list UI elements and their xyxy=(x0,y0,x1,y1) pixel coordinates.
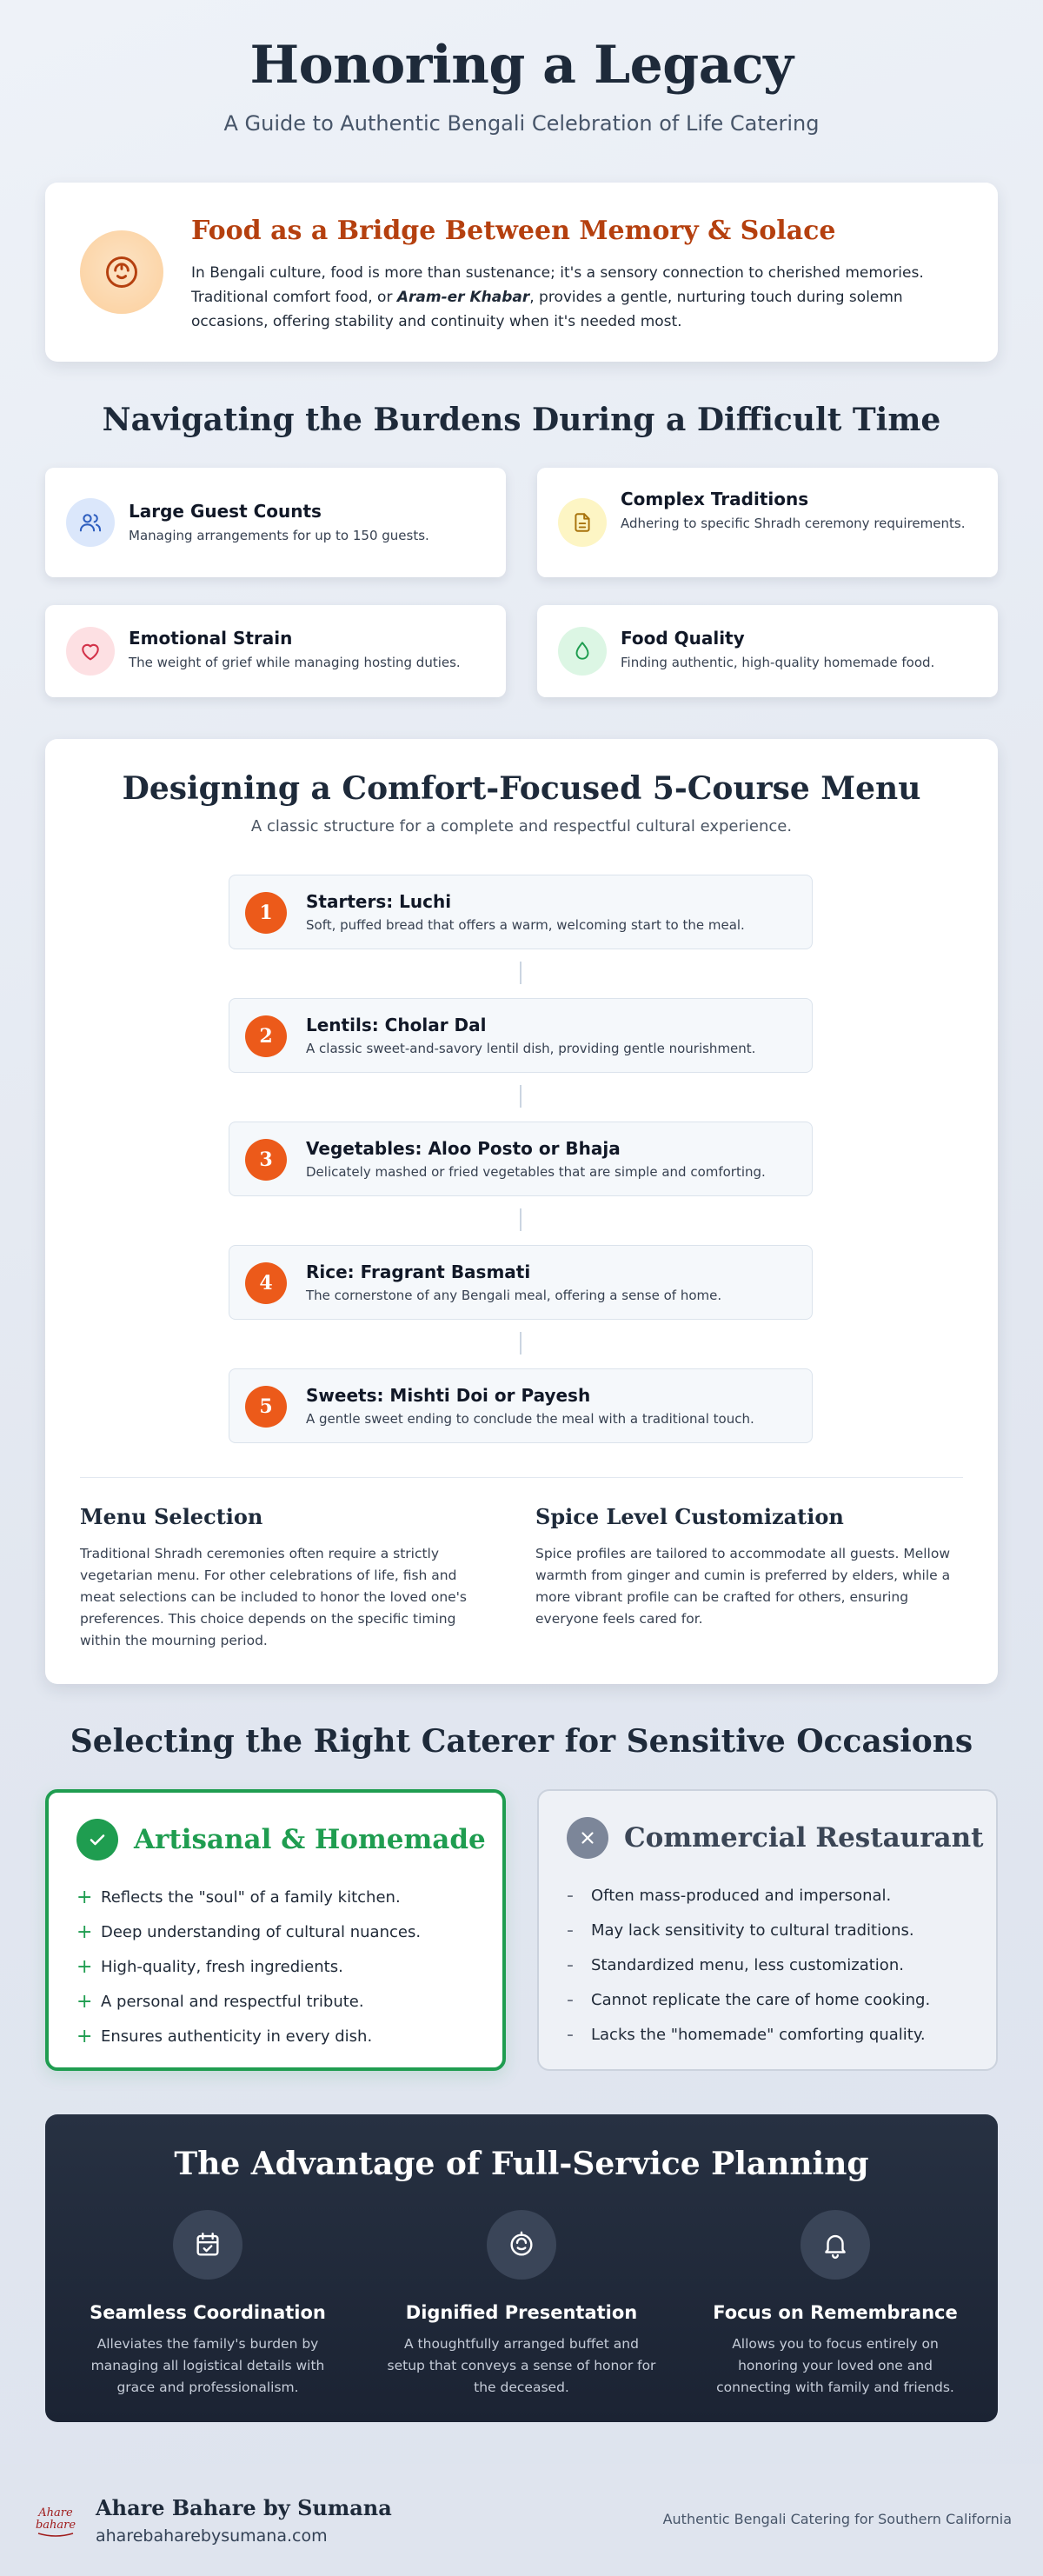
droplet-icon xyxy=(558,627,607,676)
burden-title: Food Quality xyxy=(621,628,745,649)
menu-selection-text: Traditional Shradh ceremonies often require a strictly vegetarian menu. For other celebrations of life, fish and meat selections can be included to honor the loved one's preferences. This choice depends on the specific timing within the mourning period. xyxy=(80,1546,468,1648)
list-item: - Standardized menu, less customization. xyxy=(567,1954,904,1976)
burden-text: Managing arrangements for up to 150 guests. xyxy=(129,528,429,543)
menu-subtitle: A classic structure for a complete and respectful cultural experience. xyxy=(250,817,793,835)
calendar-icon xyxy=(173,2210,242,2280)
caterer-title: Selecting the Right Caterer for Sensitive Occasions xyxy=(70,1723,973,1760)
course-connector xyxy=(520,1085,522,1108)
course-number: 5 xyxy=(245,1386,287,1428)
artisanal-list xyxy=(76,1880,421,2053)
menu-card xyxy=(45,739,998,1684)
feature-text: Allows you to focus entirely on honoring your loved one and connecting with family and friends. xyxy=(716,2336,954,2395)
course-text: A gentle sweet ending to conclude the meal with a traditional touch. xyxy=(306,1411,754,1427)
serving-icon xyxy=(487,2210,556,2280)
list-item: + Reflects the "soul" of a family kitchen. xyxy=(76,1886,401,1908)
burden-text: Adhering to specific Shradh ceremony requirements. xyxy=(621,516,966,531)
course-item xyxy=(229,1122,813,1196)
page-title: Honoring a Legacy xyxy=(249,35,794,96)
check-icon xyxy=(76,1819,118,1860)
plus-icon: + xyxy=(76,1990,93,2013)
commercial-list xyxy=(567,1878,930,2052)
brand-logo xyxy=(31,2499,80,2540)
list-item: + A personal and respectful tribute. xyxy=(76,1990,364,2013)
intro-card xyxy=(45,183,998,362)
course-number: 4 xyxy=(245,1262,287,1304)
list-item: - Lacks the "homemade" comforting quality. xyxy=(567,2023,926,2046)
feature-title: Focus on Remembrance xyxy=(713,2302,958,2323)
website-link[interactable]: aharebaharebysumana.com xyxy=(96,2526,328,2546)
feature-presentation xyxy=(378,2210,665,2399)
advantage-card xyxy=(45,2114,998,2422)
burden-text: Finding authentic, high-quality homemade food. xyxy=(621,655,935,670)
close-icon xyxy=(567,1817,608,1859)
course-number: 3 xyxy=(245,1139,287,1181)
burden-text: The weight of grief while managing hosting duties. xyxy=(129,655,461,670)
menu-divider xyxy=(80,1477,963,1478)
minus-icon: - xyxy=(567,2023,574,2046)
commercial-title: Commercial Restaurant xyxy=(624,1822,984,1854)
course-title: Rice: Fragrant Basmati xyxy=(306,1261,531,1282)
feature-title: Dignified Presentation xyxy=(405,2302,638,2323)
course-item xyxy=(229,1368,813,1443)
course-number: 1 xyxy=(245,892,287,934)
heart-icon xyxy=(66,627,115,676)
document-icon xyxy=(558,498,607,547)
minus-icon: - xyxy=(567,1919,574,1941)
minus-icon: - xyxy=(567,1884,574,1907)
page-subtitle: A Guide to Authentic Bengali Celebration of Life Catering xyxy=(223,111,820,136)
course-number: 2 xyxy=(245,1015,287,1057)
burden-card-traditions xyxy=(537,468,998,577)
course-title: Sweets: Mishti Doi or Payesh xyxy=(306,1385,591,1406)
course-connector xyxy=(520,962,522,984)
intro-text: In Bengali culture, food is more than sustenance; it's a sensory connection to cherished memories. Traditional comfort food, or Aram-er Khabar, provides a gentle, nurturing touch during solemn occasions, offering stability and continuity when it's needed most. xyxy=(191,264,924,330)
course-text: Soft, puffed bread that offers a warm, welcoming start to the meal. xyxy=(306,917,745,933)
menu-selection-title: Menu Selection xyxy=(80,1504,263,1529)
burden-title: Emotional Strain xyxy=(129,628,293,649)
svg-text:bahare: bahare xyxy=(35,2519,76,2532)
burdens-title: Navigating the Burdens During a Difficult Time xyxy=(102,402,941,438)
course-text: The cornerstone of any Bengali meal, offering a sense of home. xyxy=(306,1288,722,1303)
aram-er-khabar-term: Aram-er Khabar xyxy=(396,289,530,306)
course-text: A classic sweet-and-savory lentil dish, providing gentle nourishment. xyxy=(306,1041,756,1056)
course-item xyxy=(229,998,813,1073)
list-item: - Often mass-produced and impersonal. xyxy=(567,1884,892,1907)
list-item: - May lack sensitivity to cultural traditions. xyxy=(567,1919,914,1941)
food-bowl-icon xyxy=(80,230,163,314)
list-item: + Deep understanding of cultural nuances. xyxy=(76,1920,422,1943)
plus-icon: + xyxy=(76,1955,93,1978)
plus-icon: + xyxy=(76,1920,93,1943)
footer xyxy=(0,2464,1043,2576)
course-text: Delicately mashed or fried vegetables that are simple and comforting. xyxy=(306,1164,766,1180)
list-item: + Ensures authenticity in every dish. xyxy=(76,2025,373,2047)
burden-card-quality xyxy=(537,605,998,697)
plus-icon: + xyxy=(76,2025,93,2047)
artisanal-title: Artisanal & Homemade xyxy=(134,1824,486,1855)
list-item: + High-quality, fresh ingredients. xyxy=(76,1955,343,1978)
intro-title: Food as a Bridge Between Memory & Solace xyxy=(191,216,836,246)
feature-title: Seamless Coordination xyxy=(90,2302,326,2323)
commercial-card xyxy=(537,1789,998,2071)
minus-icon: - xyxy=(567,1988,574,2011)
feature-text: A thoughtfully arranged buffet and setup that conveys a sense of honor for the deceased. xyxy=(387,2336,656,2395)
spice-level-title: Spice Level Customization xyxy=(535,1504,844,1529)
course-title: Starters: Luchi xyxy=(306,891,452,912)
bell-icon xyxy=(801,2210,870,2280)
svg-text:Ahare: Ahare xyxy=(38,2506,73,2519)
advantage-title: The Advantage of Full-Service Planning xyxy=(174,2146,869,2182)
course-item xyxy=(229,875,813,949)
course-title: Vegetables: Aloo Posto or Bhaja xyxy=(306,1138,621,1159)
artisanal-card xyxy=(45,1789,506,2071)
list-item: - Cannot replicate the care of home cooking. xyxy=(567,1988,931,2011)
course-connector xyxy=(520,1208,522,1231)
footer-tagline: Authentic Bengali Catering for Southern California xyxy=(662,2511,1012,2527)
burden-card-emotional xyxy=(45,605,506,697)
feature-remembrance xyxy=(692,2210,979,2399)
burden-title: Large Guest Counts xyxy=(129,501,322,522)
course-title: Lentils: Cholar Dal xyxy=(306,1015,487,1035)
burden-title: Complex Traditions xyxy=(621,489,809,509)
feature-coordination xyxy=(64,2210,351,2399)
users-icon xyxy=(66,498,115,547)
course-item xyxy=(229,1245,813,1320)
minus-icon: - xyxy=(567,1954,574,1976)
menu-title: Designing a Comfort-Focused 5-Course Menu xyxy=(122,770,921,807)
course-connector xyxy=(520,1332,522,1355)
burden-card-guests xyxy=(45,468,506,577)
feature-text: Alleviates the family's burden by managing all logistical details with grace and professionalism. xyxy=(90,2336,325,2395)
brand-name: Ahare Bahare by Sumana xyxy=(96,2495,392,2520)
spice-level-text: Spice profiles are tailored to accommodate all guests. Mellow warmth from ginger and cumin is preferred by elders, while a more vibrant profile can be crafted for others, ensuring everyone feels cared for. xyxy=(535,1546,951,1627)
plus-icon: + xyxy=(76,1886,93,1908)
